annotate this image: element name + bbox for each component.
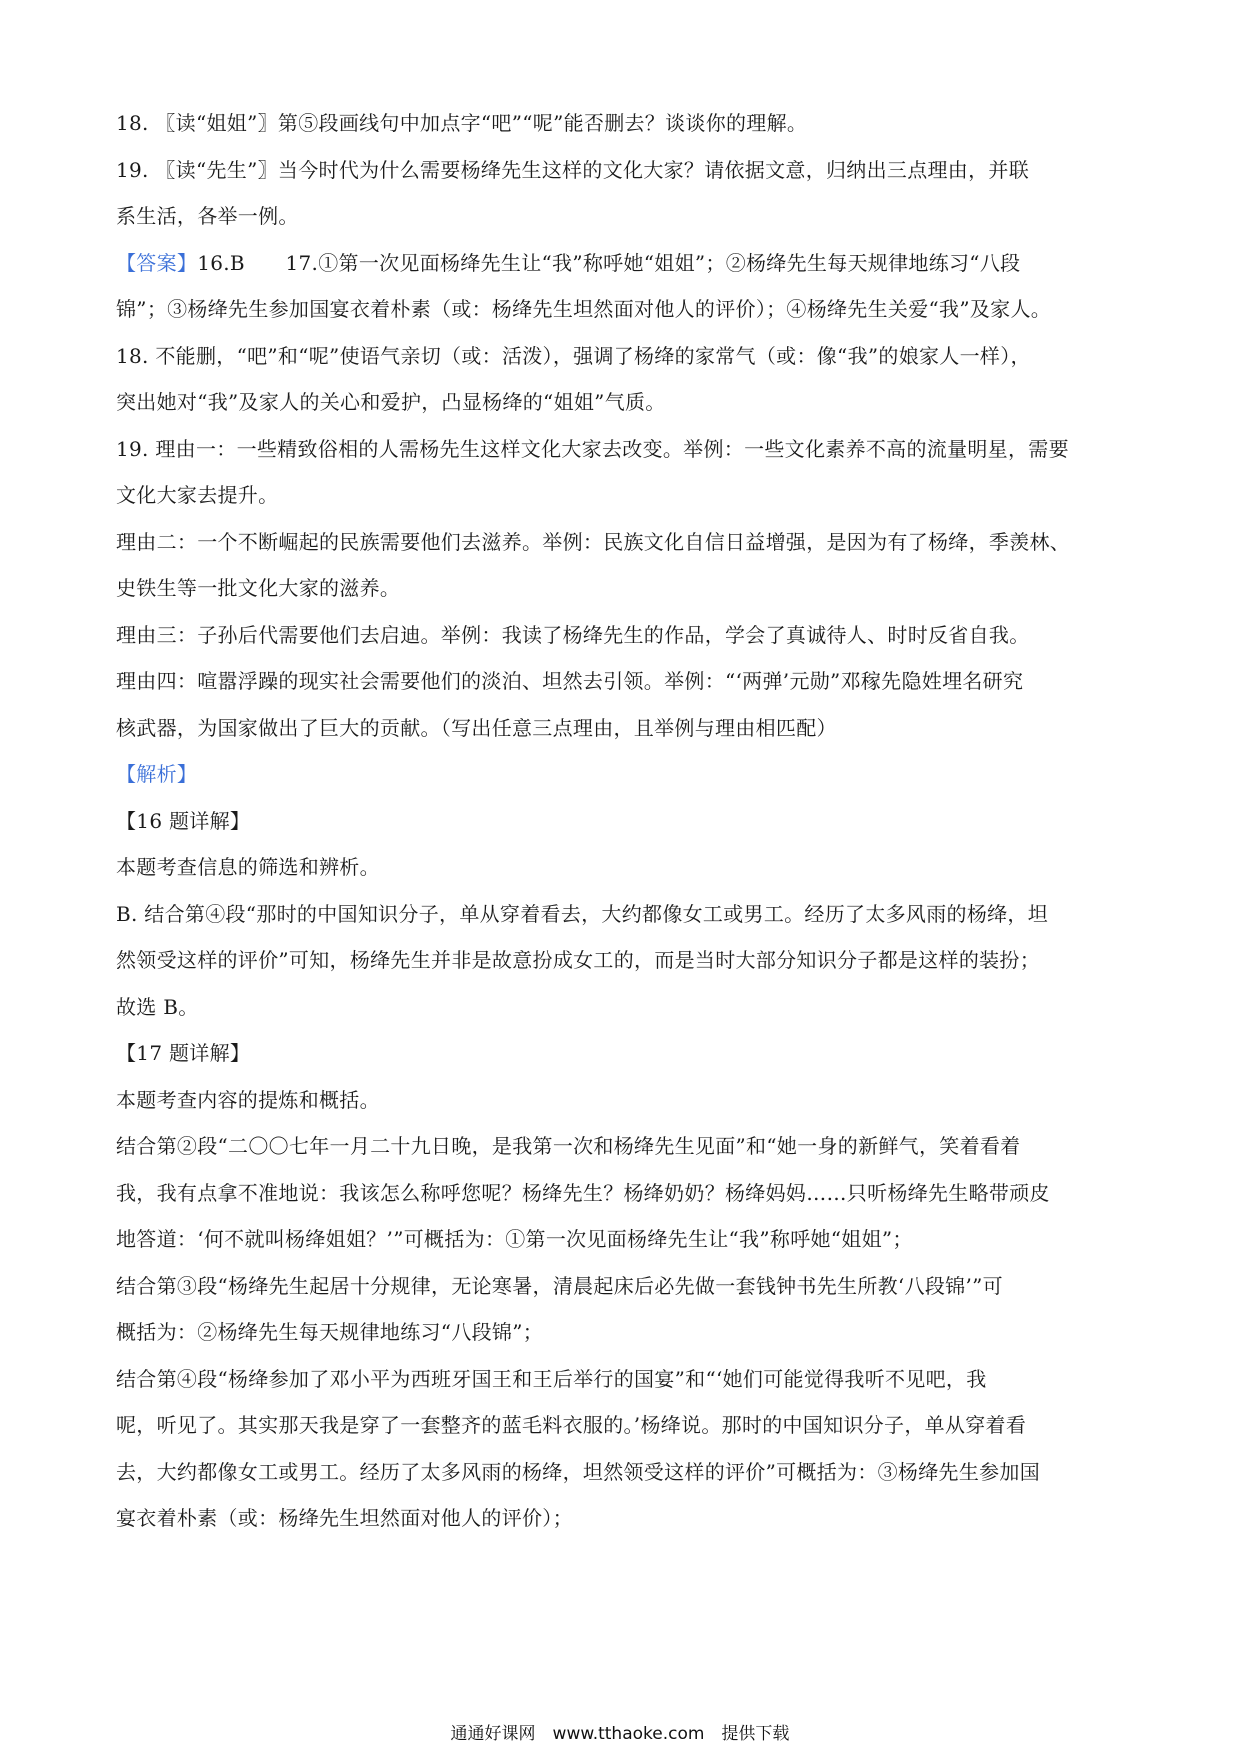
line-text: 本题考查信息的筛选和辨析。 <box>116 855 380 879</box>
line-text: 结合第②段“二〇〇七年一月二十九日晚，是我第一次和杨绛先生见面”和“她一身的新鲜气，笑着看着 <box>116 1134 1021 1158</box>
line-text: 18. 〖读“姐姐”〗第⑤段画线句中加点字“吧”“呢”能否删去？谈谈你的理解。 <box>116 111 808 135</box>
text-line <box>116 333 1128 380</box>
text-line <box>116 1309 1128 1356</box>
line-text: 我，我有点拿不准地说：我该怎么称呼您呢？杨绛先生？杨绛奶奶？杨绛妈妈……只听杨绛先生略带顽皮 <box>116 1180 1050 1205</box>
line-text: 结合第③段“杨绛先生起居十分规律，无论寒暑，清晨起床后必先做一套钱钟书先生所教‘八段锦’”可 <box>116 1273 1003 1298</box>
section-tag: 【答案】 <box>116 250 198 275</box>
text-line <box>116 891 1128 938</box>
line-text: 结合第④段“杨绛参加了邓小平为西班牙国王和王后举行的国宴”和“‘她们可能觉得我听不见吧，我 <box>116 1366 987 1391</box>
line-text: 核武器，为国家做出了巨大的贡献。（写出任意三点理由，且举例与理由相匹配） <box>116 715 837 740</box>
line-text: 故选 B。 <box>116 994 199 1019</box>
text-line <box>116 147 1128 194</box>
line-text: 突出她对“我”及家人的关心和爱护，凸显杨绛的“姐姐”气质。 <box>116 390 666 414</box>
line-text: 19. 理由一：一些精致俗相的人需杨先生这样文化大家去改变。举例：一些文化素养不高的流量明星，需要 <box>116 436 1069 461</box>
text-line <box>116 984 1128 1031</box>
text-line <box>116 1263 1128 1310</box>
text-line <box>116 612 1128 659</box>
line-text: 文化大家去提升。 <box>116 483 279 507</box>
line-text: 本题考查内容的提炼和概括。 <box>116 1087 380 1112</box>
line-text: 系生活，各举一例。 <box>116 204 299 228</box>
text-line <box>116 100 1128 147</box>
line-text: 概括为：②杨绛先生每天规律地练习“八段锦”； <box>116 1320 544 1344</box>
text-line <box>116 705 1128 752</box>
text-line <box>116 1170 1128 1217</box>
document-body <box>116 100 1128 1542</box>
text-line <box>116 937 1128 984</box>
text-line <box>116 240 1128 287</box>
text-line <box>116 519 1128 566</box>
line-text: 理由二：一个不断崛起的民族需要他们去滋养。举例：民族文化自信日益增强，是因为有了杨绛，季羡林、 <box>116 529 1071 554</box>
line-text: 理由四：喧嚣浮躁的现实社会需要他们的淡泊、坦然去引领。举例：“‘两弹’元勋”邓稼先隐姓埋名研究 <box>116 669 1024 693</box>
line-text: 宴衣着朴素（或：杨绛先生坦然面对他人的评价）； <box>116 1506 573 1530</box>
text-line <box>116 1402 1128 1449</box>
line-text: 19. 〖读“先生”〗当今时代为什么需要杨绛先生这样的文化大家？请依据文意，归纳出三点理由，并联 <box>116 157 1030 182</box>
text-line <box>116 1216 1128 1263</box>
line-text: 【16 题详解】 <box>116 808 251 833</box>
line-text: B. 结合第④段“那时的中国知识分子，单从穿着看去，大约都像女工或男工。经历了太多风雨的杨绛，坦 <box>116 901 1049 926</box>
line-text: 然领受这样的评价”可知，杨绛先生并非是故意扮成女工的，而是当时大部分知识分子都是这样的装扮； <box>116 948 1041 972</box>
text-line <box>116 565 1128 612</box>
line-text: 18. 不能删，“吧”和“呢”使语气亲切（或：活泼），强调了杨绛的家常气（或：像“我”的娘家人一样）， <box>116 343 1031 368</box>
text-line <box>116 658 1128 705</box>
line-text: 地答道：‘何不就叫杨绛姐姐？’”可概括为：①第一次见面杨绛先生让“我”称呼她“姐姐”； <box>116 1227 913 1251</box>
line-text: 16.B 17.①第一次见面杨绛先生让“我”称呼她“姐姐”；②杨绛先生每天规律地练习“八段 <box>197 250 1021 275</box>
text-line <box>116 1356 1128 1403</box>
text-line <box>116 379 1128 426</box>
text-line <box>116 1123 1128 1170</box>
line-text: 史铁生等一批文化大家的滋养。 <box>116 576 401 600</box>
text-line <box>116 426 1128 473</box>
text-line <box>116 1449 1128 1496</box>
line-text: 去，大约都像女工或男工。经历了太多风雨的杨绛，坦然领受这样的评价”可概括为：③杨绛先生参加国 <box>116 1459 1041 1484</box>
line-text: 【17 题详解】 <box>116 1041 251 1065</box>
text-line <box>116 1030 1128 1077</box>
section-tag: 【解析】 <box>116 762 198 786</box>
line-text: 理由三：子孙后代需要他们去启迪。举例：我读了杨绛先生的作品，学会了真诚待人、时时反省自我。 <box>116 622 1030 647</box>
text-line <box>116 844 1128 891</box>
text-line <box>116 1077 1128 1124</box>
line-text: 呢，听见了。其实那天我是穿了一套整齐的蓝毛料衣服的。’杨绛说。那时的中国知识分子，单从穿着看 <box>116 1413 1027 1437</box>
text-line <box>116 286 1128 333</box>
text-line <box>116 472 1128 519</box>
page-footer: 通通好课网 www.tthaoke.com 提供下载 <box>450 1724 790 1744</box>
text-line <box>116 193 1128 240</box>
text-line <box>116 1495 1128 1542</box>
text-line <box>116 798 1128 845</box>
text-line <box>116 751 1128 798</box>
line-text: 锦”；③杨绛先生参加国宴衣着朴素（或：杨绛先生坦然面对他人的评价）；④杨绛先生关爱“我”及家人。 <box>116 297 1052 321</box>
